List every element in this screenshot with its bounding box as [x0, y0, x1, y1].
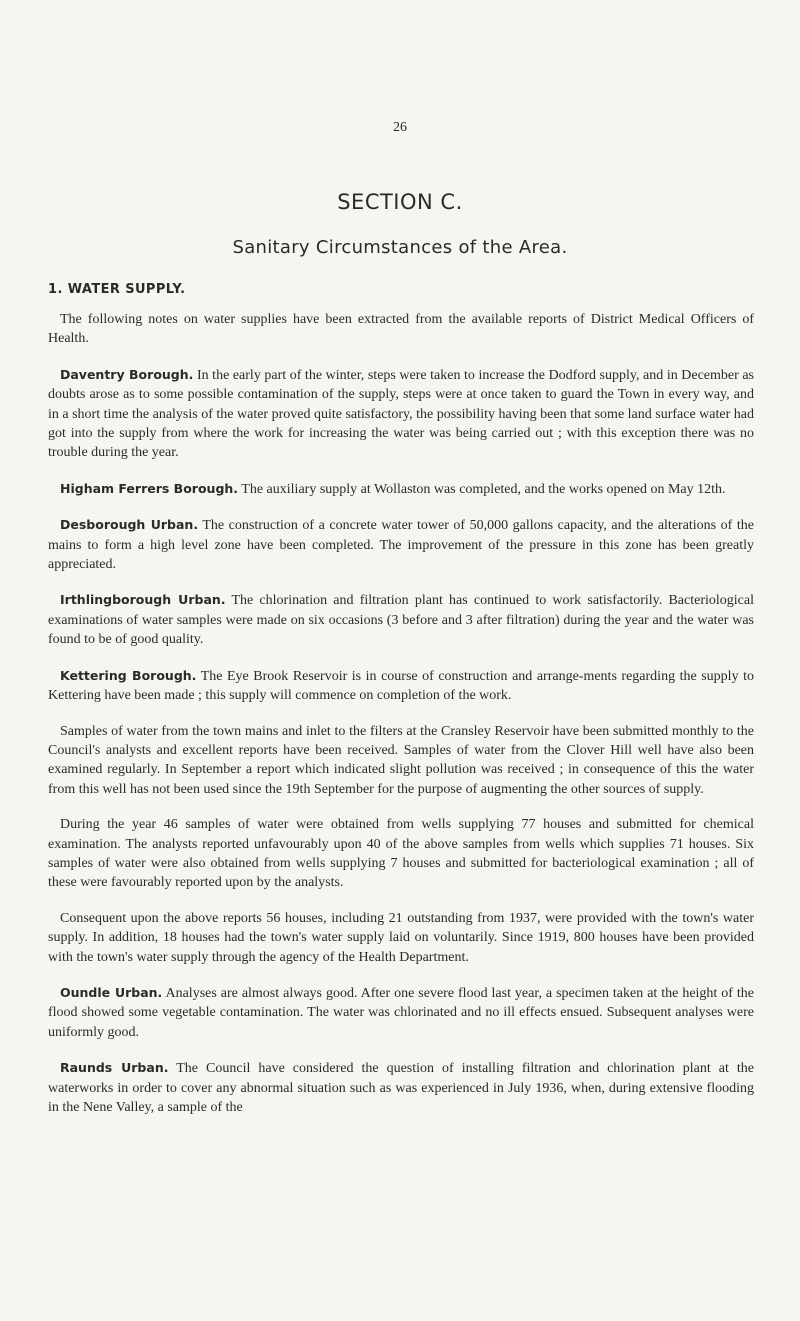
paragraph-lead: Raunds Urban. — [60, 1060, 169, 1076]
paragraph-text: The following notes on water supplies have been extracted from the available reports of District Medical Officers of Health. — [48, 312, 754, 347]
paragraph-text: The Eye Brook Reservoir is in course of construction and arrange-ments regarding the supply to Kettering have been made ; this supply will commence on completion of the work. — [48, 668, 754, 704]
paragraph-kettering-samples — [48, 722, 754, 800]
paragraph-kettering-houses — [48, 909, 754, 967]
paragraph-lead: Daventry Borough. — [60, 366, 194, 382]
paragraph-lead: Oundle Urban. — [60, 984, 163, 1000]
paragraph-lead: Higham Ferrers Borough. — [60, 480, 239, 496]
paragraph-kettering-wells — [48, 815, 754, 893]
paragraph-text: The auxiliary supply at Wollaston was completed, and the works opened on May 12th. — [238, 481, 726, 497]
paragraph-text: The construction of a concrete water tower of 50,000 gallons capacity, and the alterations of the mains to form a high level zone have been completed. The improvement of the pressure in this zone has been greatly appreciated. — [48, 518, 754, 573]
paragraph-text: Analyses are almost always good. After one severe flood last year, a specimen taken at the height of the flood showed some vegetable contamination. The water was chlorinated and no ill effects ensued. Subsequent analyses were uniformly good. — [48, 985, 754, 1040]
paragraph-irthlingborough — [48, 590, 754, 649]
body-text — [48, 310, 754, 1133]
paragraph-text: During the year 46 samples of water were obtained from wells supplying 77 houses and submitted for chemical examination. The analysts reported unfavourably upon 40 of the above samples from wells which supplies 71 houses. Six samples of water were also obtained from wells supplying 7 houses and submitted for bacteriological examination ; all of these were favourably reported upon by the analysts. — [48, 817, 754, 891]
paragraph-higham-ferrers — [48, 479, 754, 499]
paragraph-text: The Council have considered the question of installing filtration and chlorination plant at the waterworks in order to cover any abnormal situation such as was experienced in July 1936, when, during extensive flooding in the Nene Valley, a sample of the — [48, 1061, 754, 1115]
paragraph-lead: Kettering Borough. — [60, 667, 197, 683]
paragraph-kettering — [48, 666, 754, 706]
paragraph-lead: Irthlingborough Urban. — [60, 592, 226, 608]
section-subtitle: Sanitary Circumstances of the Area. — [232, 237, 568, 258]
paragraph-text: The chlorination and filtration plant has continued to work satisfactorily. Bacteriological examinations of water samples were made on six occasions (3 before and 3 after filtration) during the year and the water was found to be of good quality. — [48, 593, 754, 648]
subsection-title: 1. WATER SUPPLY. — [48, 282, 186, 297]
paragraph-raunds — [48, 1058, 754, 1117]
paragraph-oundle — [48, 983, 754, 1042]
page-number: 26 — [393, 120, 407, 135]
paragraph-text: Samples of water from the town mains and inlet to the filters at the Cransley Reservoir have been submitted monthly to the Council's analysts and excellent reports have been received. Samples of water from the Clover Hill well have also been examined regularly. In September a report which indicated slight pollution was received ; in consequence of this the water from this well has not been used since the 19th September for the purpose of augmenting the other sources of supply. — [48, 723, 754, 797]
paragraph-desborough — [48, 515, 754, 574]
paragraph-text: Consequent upon the above reports 56 houses, including 21 outstanding from 1937, were provided with the town's water supply. In addition, 18 houses had the town's water supply laid on voluntarily. Since 1919, 800 houses have been provided with the town's water supply through the agency of the Health Department. — [48, 910, 754, 965]
paragraph-intro — [48, 310, 754, 349]
section-title: SECTION C. — [337, 190, 463, 214]
paragraph-daventry — [48, 365, 754, 463]
paragraph-lead: Desborough Urban. — [60, 517, 199, 533]
paragraph-text: In the early part of the winter, steps were taken to increase the Dodford supply, and in December as doubts arose as to some possible contamination of the supply, steps were at once taken to guard the Town in every way, and in a short time the analysis of the water proved quite satisfactory, the possibility having been that some land surface water had got into the supply from where the work for increasing the water was being carried out ; with this exception there was no trouble during the year. — [48, 367, 754, 461]
